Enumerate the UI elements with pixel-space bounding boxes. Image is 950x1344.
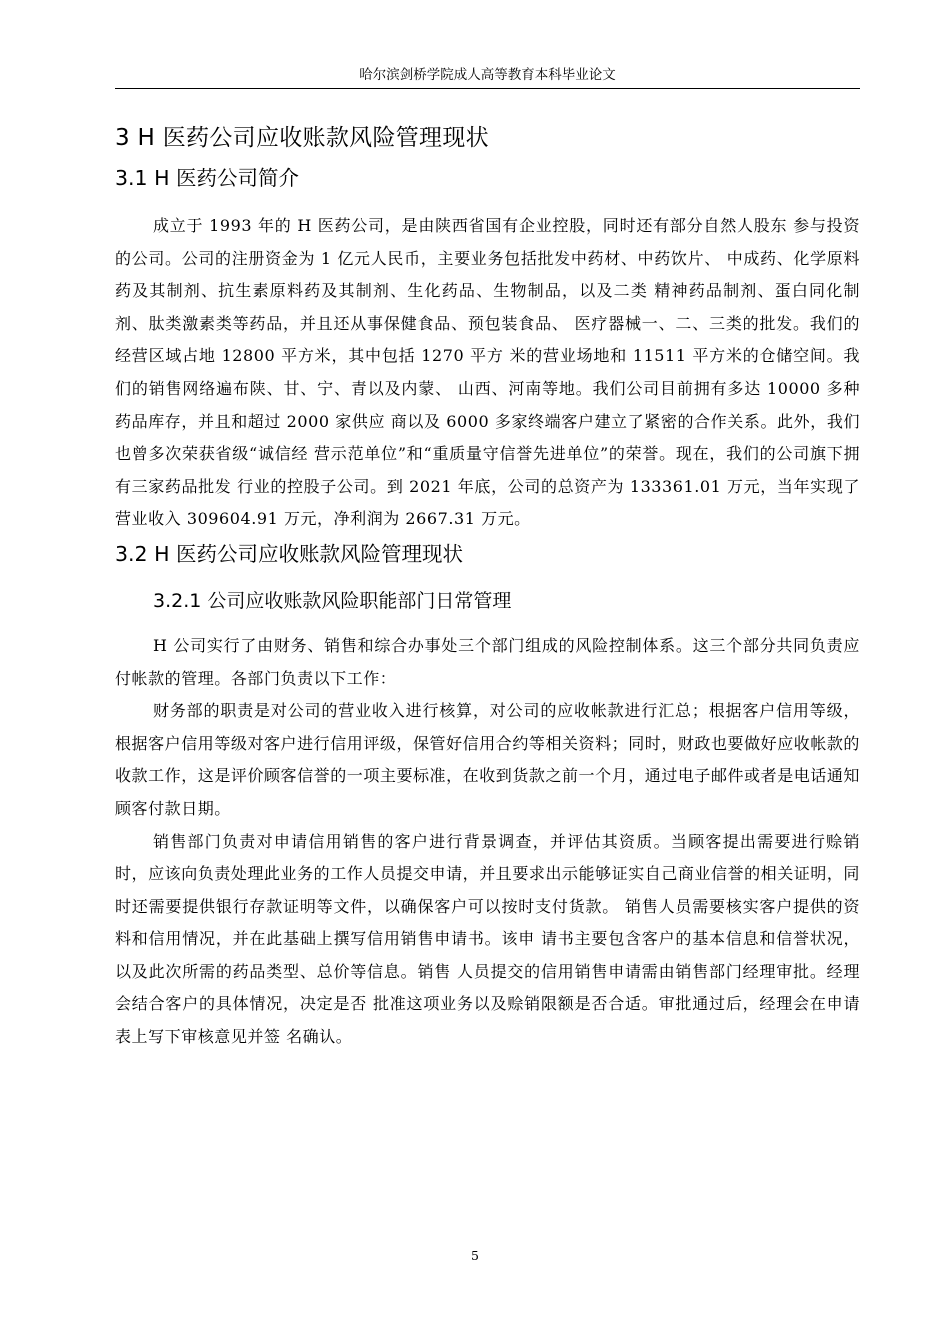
sales-dept-paragraph: 销售部门负责对申请信用销售的客户进行背景调查，并评估其资质。当顾客提出需要进行赊销时，应该向负责处理此业务的工作人员提交申请，并且要求出示能够证实自己商业信誉的相关证明，同时还需要提供银行存款证明等文件，以确保客户可以按时支付货款。 销售人员需要核实客户提供的资料和信用情况，并在此基础上撰写信用销售申请书。该申 请书主要包含客户的基本信息和信誉状况，以及此次所需的药品类型、总价等信息。销售 人员提交的信用销售申请需由销售部门经理审批。经理会结合客户的具体情况，决定是否 批准这项业务以及赊销限额是否合适。审批通过后，经理会在申请表上写下审核意见并签 名确认。 [115, 831, 860, 1047]
section-heading-3-1: 3.1 H 医药公司简介 [115, 166, 300, 190]
page-body [115, 120, 860, 1054]
section-heading-3-2: 3.2 H 医药公司应收账款风险管理现状 [115, 541, 464, 566]
finance-dept-paragraph: 财务部的职责是对公司的营业收入进行核算，对公司的应收帐款进行汇总；根据客户信用等级，根据客户信用等级对客户进行信用评级，保管好信用合约等相关资料；同时，财政也要做好应收帐款的收款工作，这是评价顾客信誉的一项主要标准，在收到货款之前一个月，通过电子邮件或者是电话通知顾客付款日期。 [115, 701, 860, 818]
subsection-heading-3-2-1: 3.2.1 公司应收账款风险职能部门日常管理 [153, 589, 512, 612]
chapter-heading: 3 H 医药公司应收账款风险管理现状 [115, 125, 489, 151]
running-header: 哈尔滨剑桥学院成人高等教育本科毕业论文 [359, 67, 616, 83]
risk-system-paragraph: H 公司实行了由财务、销售和综合办事处三个部门组成的风险控制体系。这三个部分共同负责应付帐款的管理。各部门负责以下工作： [115, 635, 860, 688]
page-number: 5 [471, 1248, 479, 1263]
header-rule [115, 88, 860, 89]
company-intro-paragraph: 成立于 1993 年的 H 医药公司，是由陕西省国有企业控股，同时还有部分自然人股东 参与投资的公司。公司的注册资金为 1 亿元人民币，主要业务包括批发中药材、中药饮片、 中成药、化学原料药及其制剂、抗生素原料药及其制剂、生化药品、生物制品，以及二类 精神药品制剂、蛋白同化制剂、肽类激素类等药品，并且还从事保健食品、预包装食品、 医疗器械一、二、三类的批发。我们的经营区域占地 12800 平方米，其中包括 1270 平方 米的营业场地和 11511 平方米的仓储空间。我们的销售网络遍布陕、甘、宁、青以及内蒙、 山西、河南等地。我们公司目前拥有多达 10000 多种药品库存，并且和超过 2000 家供应 商以及 6000 多家终端客户建立了紧密的合作关系。此外，我们也曾多次荣获省级“诚信经 营示范单位”和“重质量守信誉先进单位”的荣誉。现在，我们的公司旗下拥有三家药品批发 行业的控股子公司。到 2021 年底，公司的总资产为 133361.01 万元，当年实现了营业收入 309604.91 万元，净利润为 2667.31 万元。 [115, 216, 860, 529]
